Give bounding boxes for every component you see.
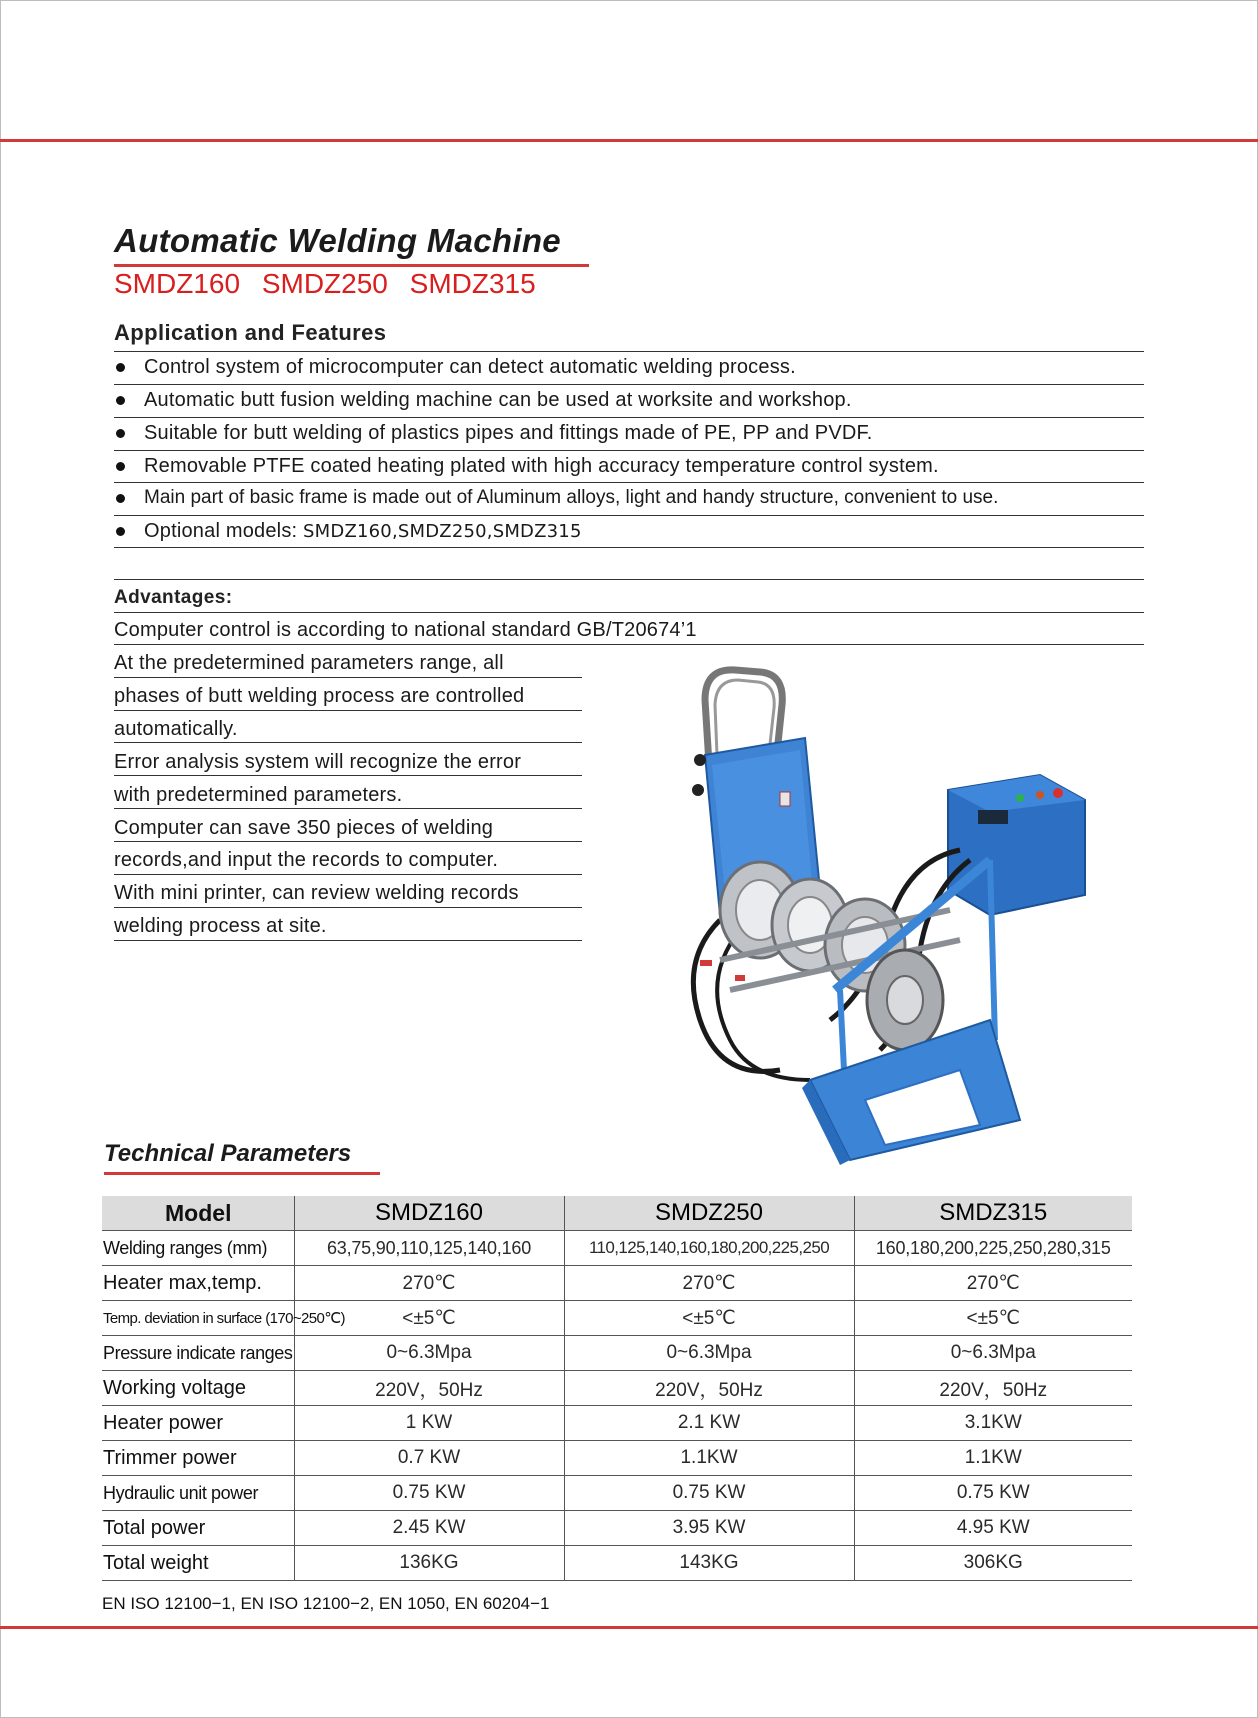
feature-text: Removable PTFE coated heating plated with high accuracy temperature control system. <box>144 455 939 477</box>
table-cell: 160,180,200,225,250,280,315 <box>854 1231 1132 1266</box>
table-cell: 0~6.3Mpa <box>564 1336 854 1371</box>
feature-item <box>114 418 1144 450</box>
advantage-line: Computer control is according to national standard GB/T20674’1 <box>114 619 697 641</box>
divider <box>114 742 582 743</box>
table-cell: 0.7 KW <box>294 1441 564 1476</box>
table-cell: 1.1KW <box>854 1441 1132 1476</box>
optional-models-value: SMDZ160,SMDZ250,SMDZ315 <box>303 521 582 542</box>
row-label: Total power <box>102 1511 294 1546</box>
bullet-icon <box>116 363 125 372</box>
table-cell: 3.1KW <box>854 1406 1132 1441</box>
bullet-icon <box>116 494 125 503</box>
divider <box>114 907 582 908</box>
advantage-line: welding process at site. <box>114 915 327 937</box>
table-cell: 2.1 KW <box>564 1406 854 1441</box>
divider <box>114 841 582 842</box>
feature-item <box>114 483 1144 515</box>
technical-heading: Technical Parameters <box>104 1140 352 1167</box>
optional-models-label: Optional models: <box>144 520 298 542</box>
bottom-red-rule <box>0 1626 1258 1629</box>
feature-text: Automatic butt fusion welding machine can be used at worksite and workshop. <box>144 389 852 411</box>
table-cell: 136KG <box>294 1546 564 1581</box>
table-cell: 110,125,140,160,180,200,225,250 <box>564 1231 854 1266</box>
table-cell: 220V，50Hz <box>854 1371 1132 1406</box>
table-row <box>102 1336 1132 1371</box>
column-header: Model <box>102 1196 294 1231</box>
table-row <box>102 1231 1132 1266</box>
bullet-icon <box>116 429 125 438</box>
feature-text: Control system of microcomputer can detect automatic welding process. <box>144 356 796 378</box>
bullet-icon <box>116 527 125 536</box>
column-header: SMDZ160 <box>294 1196 564 1231</box>
welding-machine-icon <box>660 660 1120 1172</box>
advantage-line: With mini printer, can review welding records <box>114 882 519 904</box>
table-row <box>102 1546 1132 1581</box>
advantage-line: with predetermined parameters. <box>114 784 403 806</box>
advantage-line: At the predetermined parameters range, all <box>114 652 504 674</box>
table-cell: 63,75,90,110,125,140,160 <box>294 1231 564 1266</box>
table-cell: 220V，50Hz <box>564 1371 854 1406</box>
row-label: Trimmer power <box>102 1441 294 1476</box>
divider <box>114 940 582 941</box>
title-underline <box>114 264 589 267</box>
table-cell: <±5℃ <box>854 1301 1132 1336</box>
table-cell: 0~6.3Mpa <box>854 1336 1132 1371</box>
divider <box>114 710 582 711</box>
table-cell: 270℃ <box>854 1266 1132 1301</box>
divider <box>114 644 1144 645</box>
table-row <box>102 1511 1132 1546</box>
table-cell: 143KG <box>564 1546 854 1581</box>
table-cell: <±5℃ <box>294 1301 564 1336</box>
row-label: Pressure indicate ranges <box>102 1336 294 1371</box>
row-label: Working voltage <box>102 1371 294 1406</box>
table-cell: 270℃ <box>294 1266 564 1301</box>
table-cell: 3.95 KW <box>564 1511 854 1546</box>
feature-item <box>114 385 1144 417</box>
page-title: Automatic Welding Machine <box>114 222 561 259</box>
table-cell: 0~6.3Mpa <box>294 1336 564 1371</box>
divider <box>114 579 1144 580</box>
table-cell: 4.95 KW <box>854 1511 1132 1546</box>
table-cell: 220V，50Hz <box>294 1371 564 1406</box>
divider <box>114 775 582 776</box>
row-label: Heater power <box>102 1406 294 1441</box>
table-row <box>102 1371 1132 1406</box>
advantage-line: Computer can save 350 pieces of welding <box>114 817 494 839</box>
row-label: Welding ranges (mm) <box>102 1231 294 1266</box>
table-row <box>102 1441 1132 1476</box>
table-cell: 0.75 KW <box>564 1476 854 1511</box>
table-cell: 1.1KW <box>564 1441 854 1476</box>
model-list: SMDZ160 SMDZ250 SMDZ315 <box>114 268 536 299</box>
spec-table <box>102 1196 1132 1581</box>
row-label: Temp. deviation in surface (170~250℃) <box>102 1301 294 1336</box>
table-header-row <box>102 1196 1132 1231</box>
table-row <box>102 1301 1132 1336</box>
features-heading: Application and Features <box>114 320 387 345</box>
feature-item-optional-models <box>114 516 1144 548</box>
row-label: Total weight <box>102 1546 294 1581</box>
table-row <box>102 1406 1132 1441</box>
divider <box>114 677 582 678</box>
feature-text <box>144 520 582 543</box>
table-row <box>102 1266 1132 1301</box>
table-cell: 2.45 KW <box>294 1511 564 1546</box>
bullet-icon <box>116 462 125 471</box>
advantage-line: automatically. <box>114 718 238 740</box>
top-red-rule <box>0 139 1258 142</box>
advantage-line: Error analysis system will recognize the error <box>114 751 522 773</box>
table-cell: <±5℃ <box>564 1301 854 1336</box>
divider <box>114 547 1144 548</box>
column-header: SMDZ315 <box>854 1196 1132 1231</box>
divider <box>114 808 582 809</box>
column-header: SMDZ250 <box>564 1196 854 1231</box>
table-cell: 0.75 KW <box>294 1476 564 1511</box>
divider <box>114 612 1144 613</box>
row-label: Hydraulic unit power <box>102 1476 294 1511</box>
table-cell: 270℃ <box>564 1266 854 1301</box>
table-cell: 0.75 KW <box>854 1476 1132 1511</box>
feature-text: Suitable for butt welding of plastics pipes and fittings made of PE, PP and PVDF. <box>144 422 873 444</box>
feature-text: Main part of basic frame is made out of Aluminum alloys, light and handy structure, convenient to use. <box>144 487 999 508</box>
standards-note: EN ISO 12100−1, EN ISO 12100−2, EN 1050, EN 60204−1 <box>102 1594 550 1613</box>
welding-machine-image <box>660 660 1120 1172</box>
table-cell: 306KG <box>854 1546 1132 1581</box>
feature-item <box>114 451 1144 483</box>
divider <box>114 874 582 875</box>
advantage-line: records,and input the records to computer. <box>114 849 499 871</box>
advantage-line: phases of butt welding process are controlled <box>114 685 525 707</box>
feature-item <box>114 352 1144 384</box>
row-label: Heater max,temp. <box>102 1266 294 1301</box>
bullet-icon <box>116 396 125 405</box>
advantages-heading: Advantages: <box>114 587 233 608</box>
table-row <box>102 1476 1132 1511</box>
table-cell: 1 KW <box>294 1406 564 1441</box>
technical-underline <box>104 1172 380 1175</box>
